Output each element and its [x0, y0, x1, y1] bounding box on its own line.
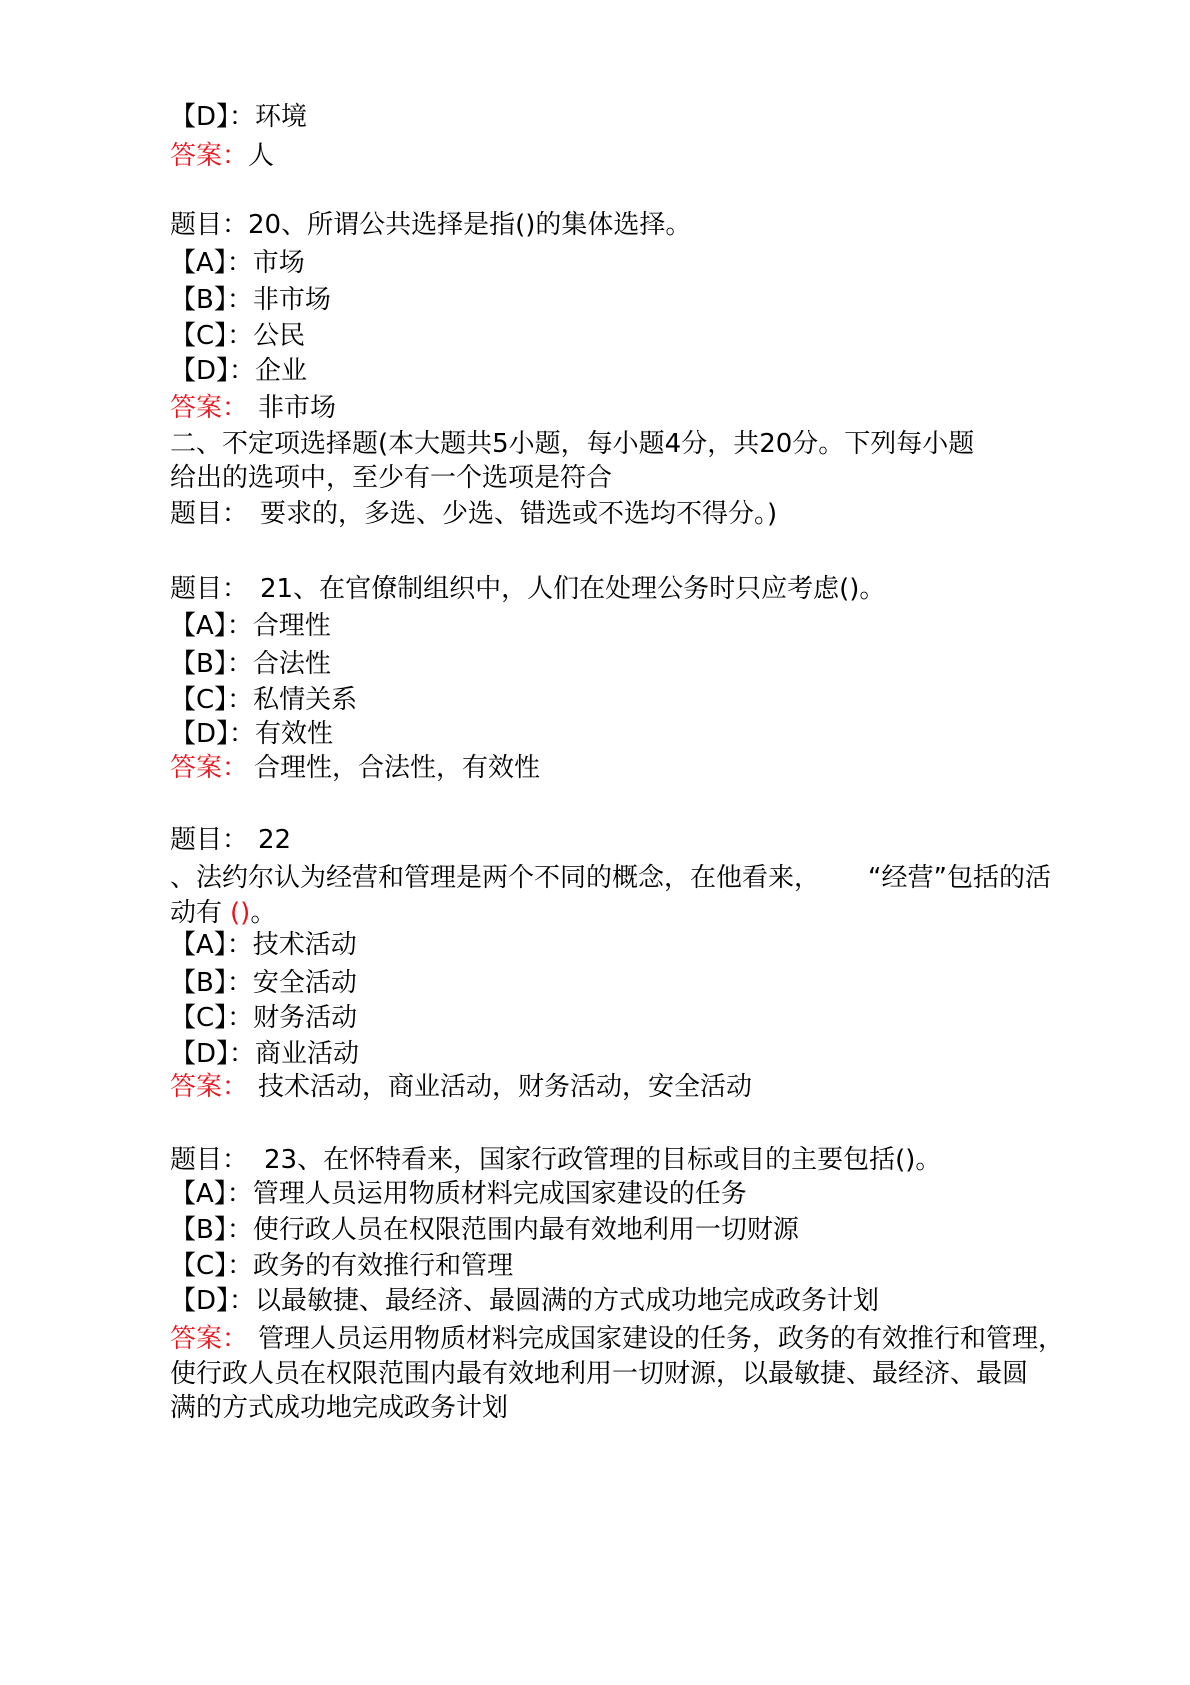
q20-stem-line: [170, 209, 691, 241]
q21-stem: 21、在官僚制组织中，人们在处理公务时只应考虑()。: [260, 574, 886, 604]
q22-answer-line: [170, 1071, 752, 1103]
q22-option-d: 【D】：商业活动: [170, 1039, 360, 1069]
q22-stem-line: [170, 824, 291, 856]
q21-stem-line: [170, 573, 885, 605]
q20-answer: 非市场: [258, 393, 337, 423]
q22-option-b: 【B】：安全活动: [170, 968, 357, 998]
q22-number: 22: [258, 825, 292, 855]
q23-option-c: 【C】：政务的有效推行和管理: [170, 1251, 514, 1281]
section2-heading-line1: 二、不定项选择题(本大题共5小题，每小题4分，共20分。下列每小题: [170, 429, 975, 459]
q20-answer-line: [170, 392, 336, 424]
question-label: 题目：: [170, 1145, 249, 1175]
q22-answer: 技术活动，商业活动，财务活动，安全活动: [258, 1072, 753, 1102]
q20-option-a: 【A】：市场: [170, 248, 305, 278]
q19-answer-line: [170, 140, 274, 172]
q19-option-d: 【D】：环境: [170, 102, 308, 132]
q20-option-d: 【D】：企业: [170, 356, 308, 386]
q23-stem-line: [170, 1144, 941, 1176]
q21-answer: 合理性，合法性，有效性: [254, 753, 541, 783]
section2-heading-line2: 给出的选项中，至少有一个选项是符合: [170, 463, 613, 493]
q22-stem-line2: [170, 862, 1051, 894]
question-label: 题目：: [170, 825, 249, 855]
q23-answer-line3: 满的方式成功地完成政务计划: [170, 1393, 509, 1423]
q21-answer-line: [170, 752, 540, 784]
answer-label: 答案：: [170, 753, 249, 783]
question-label: 题目：: [170, 210, 249, 240]
q22-stem-d: 。: [250, 898, 277, 928]
q21-option-b: 【B】：合法性: [170, 649, 331, 679]
q20-option-b: 【B】：非市场: [170, 285, 331, 315]
section2-heading-line3: [170, 498, 777, 530]
question-label: 题目：: [170, 499, 249, 529]
q22-stem-a: 、法约尔认为经营和管理是两个不同的概念，在他看来，: [170, 863, 821, 893]
q23-stem: 23、在怀特看来，国家行政管理的目标或目的主要包括()。: [264, 1145, 942, 1175]
q23-option-b: 【B】：使行政人员在权限范围内最有效地利用一切财源: [170, 1215, 799, 1245]
q20-option-c: 【C】：公民: [170, 321, 306, 351]
answer-label: 答案：: [170, 141, 249, 171]
question-label: 题目：: [170, 574, 249, 604]
q22-option-a: 【A】：技术活动: [170, 930, 357, 960]
q19-answer: 人: [248, 141, 275, 171]
q22-paren: (): [230, 898, 251, 928]
q23-option-d: 【D】：以最敏捷、最经济、最圆满的方式成功地完成政务计划: [170, 1286, 880, 1316]
q22-option-c: 【C】：财务活动: [170, 1003, 358, 1033]
q22-stem-c: 动有: [170, 898, 223, 928]
q23-answer-line2: 使行政人员在权限范围内最有效地利用一切财源，以最敏捷、最经济、最圆: [170, 1359, 1029, 1389]
q22-stem-b: “经营”包括的活: [868, 863, 1051, 893]
q21-option-c: 【C】：私情关系: [170, 685, 358, 715]
answer-label: 答案：: [170, 393, 249, 423]
q23-answer-part1: 管理人员运用物质材料完成国家建设的任务，政务的有效推行和管理，: [258, 1324, 1065, 1354]
section2-heading-line3-text: 要求的，多选、少选、错选或不选均不得分。): [260, 499, 778, 529]
q23-option-a: 【A】：管理人员运用物质材料完成国家建设的任务: [170, 1179, 747, 1209]
q22-stem-line3: [170, 897, 276, 929]
q23-answer-line1: [170, 1323, 1064, 1355]
answer-label: 答案：: [170, 1072, 249, 1102]
q20-stem: 20、所谓公共选择是指()的集体选择。: [248, 210, 692, 240]
q21-option-a: 【A】：合理性: [170, 611, 331, 641]
answer-label: 答案：: [170, 1324, 249, 1354]
q21-option-d: 【D】：有效性: [170, 719, 334, 749]
